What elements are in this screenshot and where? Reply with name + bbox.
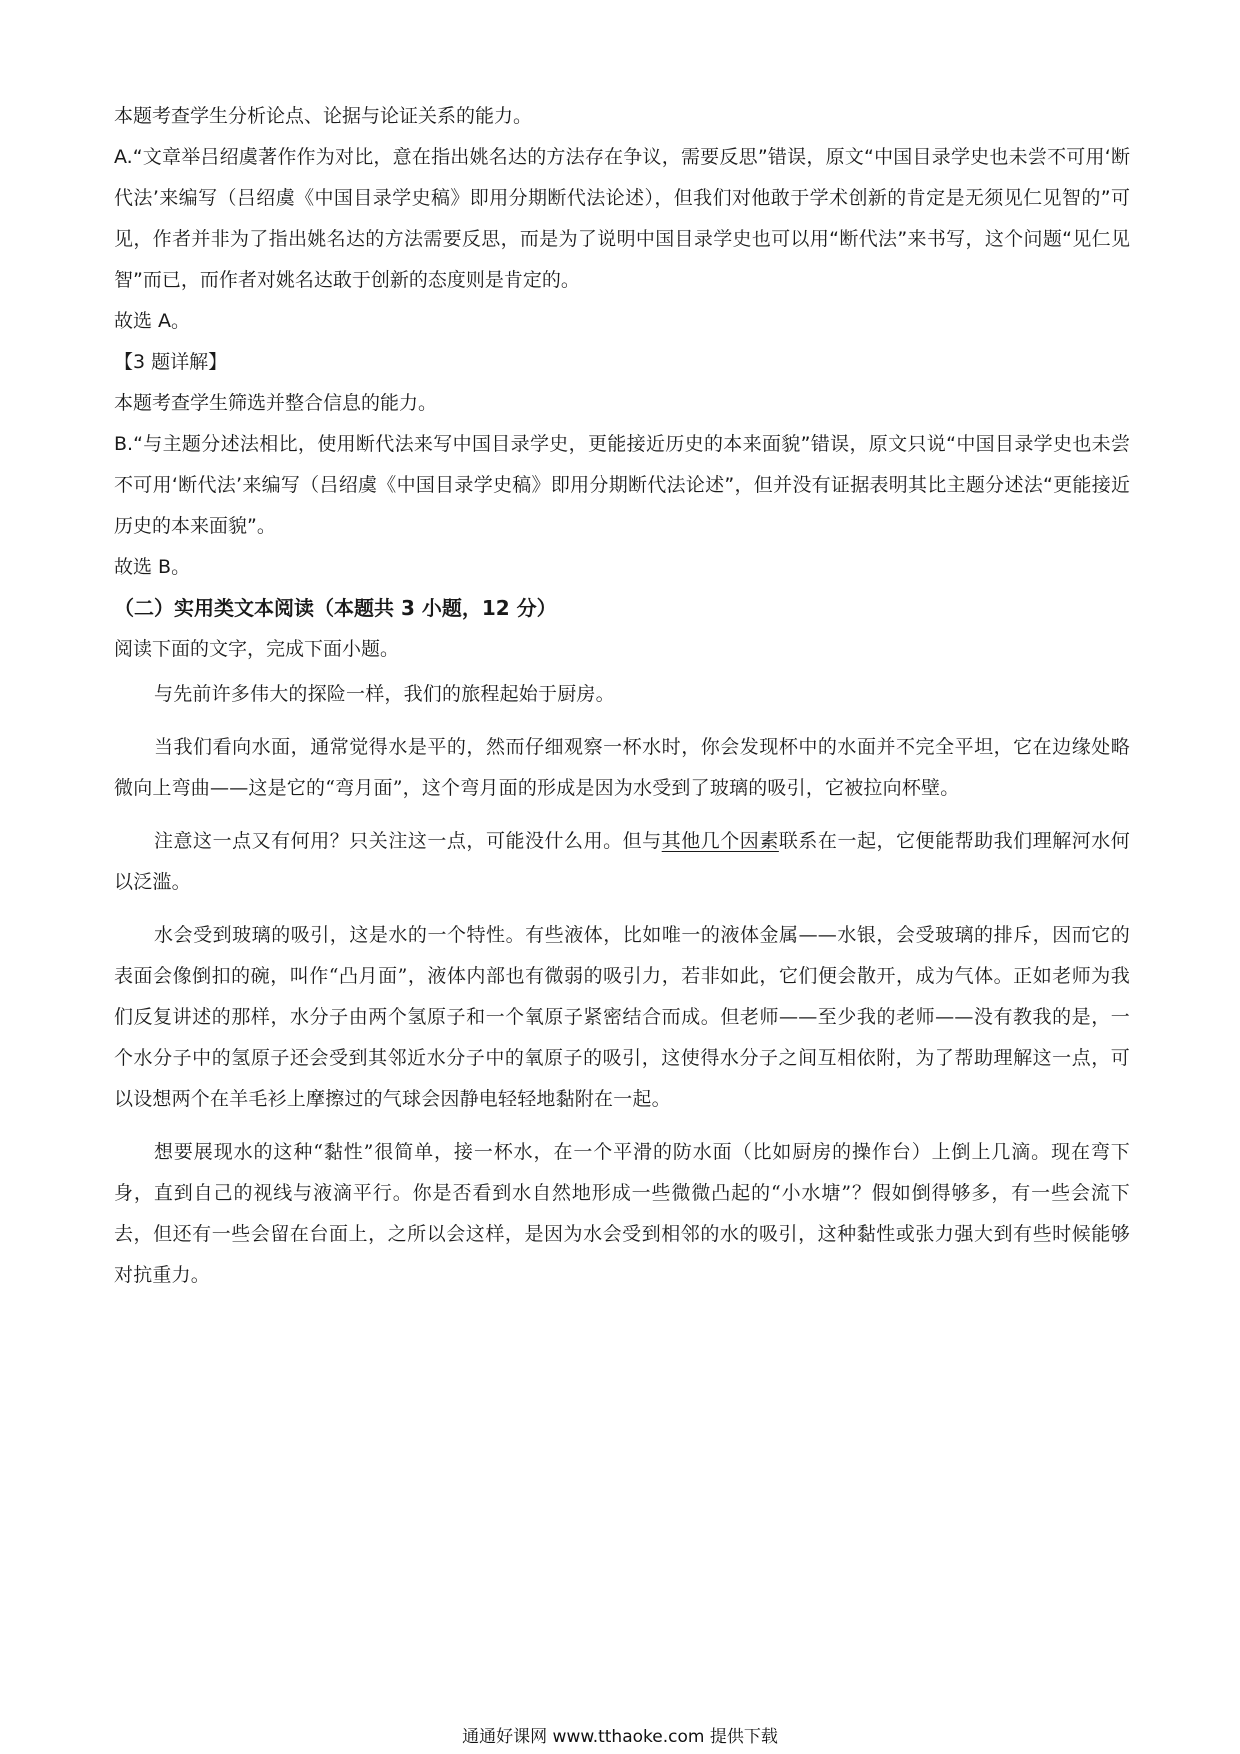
analysis-paragraph-3: 本题考查学生筛选并整合信息的能力。 <box>114 392 438 414</box>
passage-paragraph-1: 与先前许多伟大的探险一样，我们的旅程起始于厨房。 <box>154 683 615 705</box>
reading-passage <box>114 674 1130 1296</box>
analysis-paragraph-1: 本题考查学生分析论点、论据与论证关系的能力。 <box>114 105 533 127</box>
answer-choice-b: 故选 B。 <box>114 556 191 578</box>
passage-paragraph-2: 当我们看向水面，通常觉得水是平的，然而仔细观察一杯水时，你会发现杯中的水面并不完全平坦，它在边缘处略微向上弯曲——这是它的“弯月面”，这个弯月面的形成是因为水受到了玻璃的吸引，它被拉向杯壁。 <box>114 736 1130 799</box>
section-instruction: 阅读下面的文字，完成下面小题。 <box>114 638 400 660</box>
answer-choice-a: 故选 A。 <box>114 310 191 332</box>
underlined-phrase: 其他几个因素 <box>661 830 779 852</box>
document-page <box>114 96 1130 1296</box>
question-3-heading: 【3 题详解】 <box>114 351 228 373</box>
section-title: （二）实用类文本阅读（本题共 3 小题，12 分） <box>114 596 557 620</box>
passage-paragraph-5: 想要展现水的这种“黏性”很简单，接一杯水，在一个平滑的防水面（比如厨房的操作台）上倒上几滴。现在弯下身，直到自己的视线与液滴平行。你是否看到水自然地形成一些微微凸起的“小水塘”？假如倒得够多，有一些会流下去，但还有一些会留在台面上，之所以会这样，是因为水会受到相邻的水的吸引，这种黏性或张力强大到有些时候能够对抗重力。 <box>114 1141 1130 1286</box>
footer-source: 通通好课网 www.tthaoke.com 提供下载 <box>462 1727 778 1747</box>
analysis-paragraph-2: A.“文章举吕绍虞著作作为对比，意在指出姚名达的方法存在争议，需要反思”错误，原文“中国目录学史也未尝不可用‘断代法’来编写（吕绍虞《中国目录学史稿》即用分期断代法论述），但我们对他敢于学术创新的肯定是无须见仁见智的”可见，作者并非为了指出姚名达的方法需要反思，而是为了说明中国目录学史也可以用“断代法”来书写，这个问题“见仁见智”而已，而作者对姚名达敢于创新的态度则是肯定的。 <box>114 146 1130 291</box>
analysis-paragraph-4: B.“与主题分述法相比，使用断代法来写中国目录学史，更能接近历史的本来面貌”错误，原文只说“中国目录学史也未尝不可用‘断代法’来编写（吕绍虞《中国目录学史稿》即用分期断代法论述”，但并没有证据表明其比主题分述法“更能接近历史的本来面貌”。 <box>114 433 1130 537</box>
passage-paragraph-3-end: 联系在一起，它便能帮助我们理解河水何以泛滥。 <box>114 830 1131 893</box>
passage-paragraph-3 <box>114 821 1130 903</box>
passage-paragraph-4: 水会受到玻璃的吸引，这是水的一个特性。有些液体，比如唯一的液体金属——水银，会受玻璃的排斥，因而它的表面会像倒扣的碗，叫作“凸月面”，液体内部也有微弱的吸引力，若非如此，它们便会散开，成为气体。正如老师为我们反复讲述的那样，水分子由两个氢原子和一个氧原子紧密结合而成。但老师——至少我的老师——没有教我的是，一个水分子中的氢原子还会受到其邻近水分子中的氧原子的吸引，这使得水分子之间互相依附，为了帮助理解这一点，可以设想两个在羊毛衫上摩擦过的气球会因静电轻轻地黏附在一起。 <box>114 924 1130 1110</box>
passage-paragraph-3-start: 注意这一点又有何用？只关注这一点，可能没什么用。但与 <box>154 830 662 852</box>
